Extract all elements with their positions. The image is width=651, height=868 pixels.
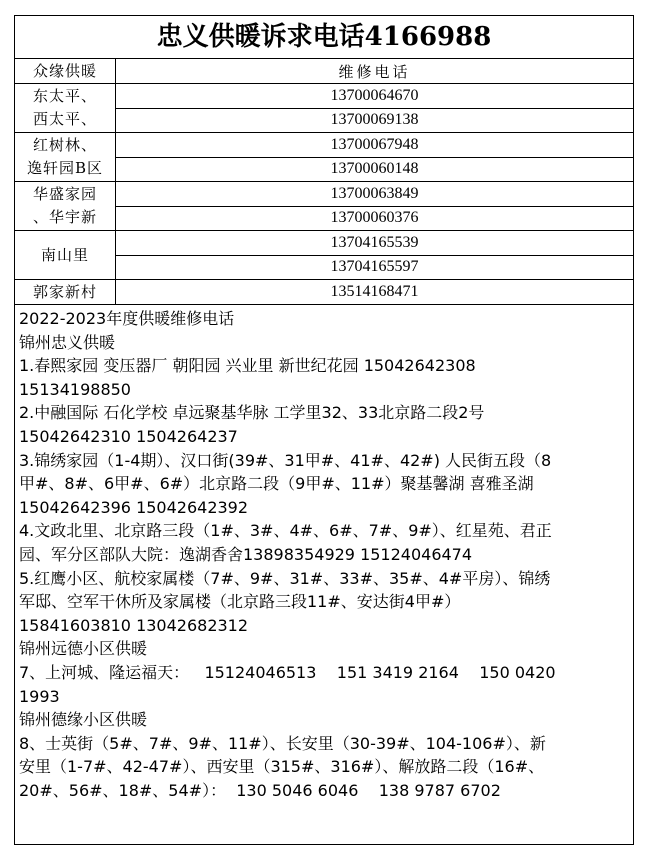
notes-line: 园、军分区部队大院：逸湖香舍13898354929 15124046474 <box>19 544 473 564</box>
phone-number: 13704165597 <box>116 255 633 280</box>
notes-line: 军邸、空军干休所及家属楼（北京路三段11#、安达街4甲#） <box>19 592 461 612</box>
table-row <box>15 133 633 182</box>
phone-number: 13700064670 <box>330 86 419 104</box>
notes-line: 2022-2023年度供暖维修电话 <box>19 309 235 328</box>
area-cell: 东太平、 西太平、 <box>15 84 116 132</box>
notes-line: 1993 <box>19 686 60 706</box>
notes-line: 安里（1-7#、42-47#）、西安里（315#、316#）、解放路二段（16#、 <box>19 757 545 777</box>
phone-number: 13700063849 <box>330 184 419 202</box>
notes-line: 5.红鹰小区、航校家属楼（7#、9#、31#、33#、35#、4#平房）、锦绣 <box>19 568 551 588</box>
area-cell: 郭家新村 <box>15 280 116 304</box>
notes-line: 4.文政北里、北京路三段（1#、3#、4#、6#、7#、9#）、红星苑、君正 <box>19 521 552 541</box>
phone-number: 13700060148 <box>116 157 633 182</box>
phone-number: 13514168471 <box>330 283 419 300</box>
phone-number: 13700060376 <box>116 206 633 231</box>
notes-line: 2.中融国际 石化学校 卓远聚基华脉 工学里32、33北京路二段2号 <box>19 403 485 423</box>
notes-line: 15042642310 1504264237 <box>19 426 238 446</box>
header-phone: 维修电话 <box>338 62 411 81</box>
notes-line: 锦州德缘小区供暖 <box>19 710 148 730</box>
page-title: 忠义供暖诉求电话4166988 <box>15 16 633 59</box>
table-row <box>15 84 633 133</box>
notes-line: 15841603810 13042682312 <box>19 615 249 635</box>
notes-line: 20#、56#、18#、54#）： 130 5046 6046 138 9787 6702 <box>19 780 501 800</box>
notes-line: 锦州远德小区供暖 <box>19 639 148 659</box>
notes-line: 8、士英街（5#、7#、9#、11#）、长安里（30-39#、104-106#）、新 <box>19 733 546 753</box>
header-area: 众缘供暖 <box>15 59 116 83</box>
phone-number: 13704165539 <box>330 233 419 251</box>
table-row <box>15 231 633 280</box>
table-row <box>15 182 633 231</box>
table-header-row <box>15 59 633 84</box>
notes-section <box>15 305 633 844</box>
notes-line: 3.锦绣家园（1-4期）、汉口街(39#、31甲#、41#、42#) 人民街五段（8 <box>19 450 552 470</box>
table-row <box>15 280 633 305</box>
phone-number: 13700067948 <box>330 135 419 153</box>
notes-line: 7、上河城、隆运福天： 15124046513 151 3419 2164 150 0420 <box>19 662 556 682</box>
notes-line: 1.春熙家园 变压器厂 朝阳园 兴业里 新世纪花园 15042642308 <box>19 356 476 376</box>
notes-line: 甲#、8#、6甲#、6#）北京路二段（9甲#、11#）聚基馨湖 喜雅圣湖 <box>19 474 534 494</box>
area-cell: 南山里 <box>15 231 116 279</box>
notes-line: 锦州忠义供暖 <box>19 332 116 352</box>
notes-line: 15042642396 15042642392 <box>19 497 249 517</box>
area-cell: 华盛家园 、华宇新 <box>15 182 116 230</box>
area-cell: 红树林、 逸轩园B区 <box>15 133 116 181</box>
heating-repair-sheet <box>14 15 634 845</box>
notes-line: 15134198850 <box>19 379 131 399</box>
phone-number: 13700069138 <box>116 108 633 133</box>
